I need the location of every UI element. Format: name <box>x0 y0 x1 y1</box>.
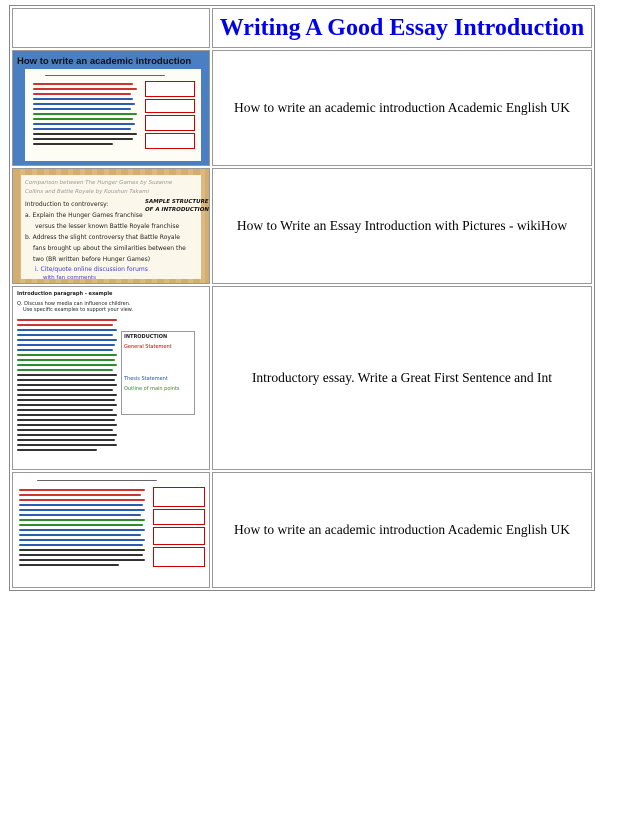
intro-structure-box: INTRODUCTION General Statement Thesis Statement Outline of main points <box>121 331 195 415</box>
thumbnail-card: Comparison between The Hunger Games by Suzanne Collins and Battle Royale by Koushun Takami Introduction to controversy: a. Explain the Hunger Games franchise versus the lesser known Battle Royale franchise b. Address the slight controversy that Battle Royale fans brought up about the similarities between the two (BR written before Hunger Games) i. Cite/quote online discussion forums with fan comments SAMPLE STRUCTURE OF A INTRODUCTION <box>21 175 201 279</box>
result-thumbnail[interactable] <box>12 286 210 470</box>
result-row[interactable] <box>12 472 592 588</box>
thumbnail-image-intro-paragraph[interactable]: Introduction paragraph - example Q. Discuss how media can influence children. Use specific examples to support your view. INTRODUCTION General Statement Thesis Statement Outline of main points <box>13 287 209 469</box>
thumbnail-paper <box>25 69 201 161</box>
result-thumbnail[interactable] <box>12 50 210 166</box>
result-row[interactable] <box>12 50 592 166</box>
result-thumbnail[interactable] <box>12 472 210 588</box>
title-cell <box>12 8 210 48</box>
result-caption[interactable]: How to Write an Essay Introduction with Pictures - wikiHow <box>212 168 592 284</box>
page-title: Writing A Good Essay Introduction <box>212 8 592 48</box>
thumbnail-image-academic-intro-2[interactable] <box>13 473 209 587</box>
thumbnail-heading: How to write an academic introduction <box>17 56 192 67</box>
image-results-table <box>9 5 595 591</box>
result-caption[interactable]: Introductory essay. Write a Great First Sentence and Int <box>212 286 592 470</box>
result-row[interactable] <box>12 168 592 284</box>
thumbnail-image-wikihow[interactable] <box>13 169 209 283</box>
result-caption[interactable]: How to write an academic introduction Academic English UK <box>212 472 592 588</box>
result-thumbnail[interactable] <box>12 168 210 284</box>
thumbnail-image-academic-intro[interactable] <box>13 51 209 165</box>
result-caption[interactable]: How to write an academic introduction Academic English UK <box>212 50 592 166</box>
result-row[interactable] <box>12 286 592 470</box>
